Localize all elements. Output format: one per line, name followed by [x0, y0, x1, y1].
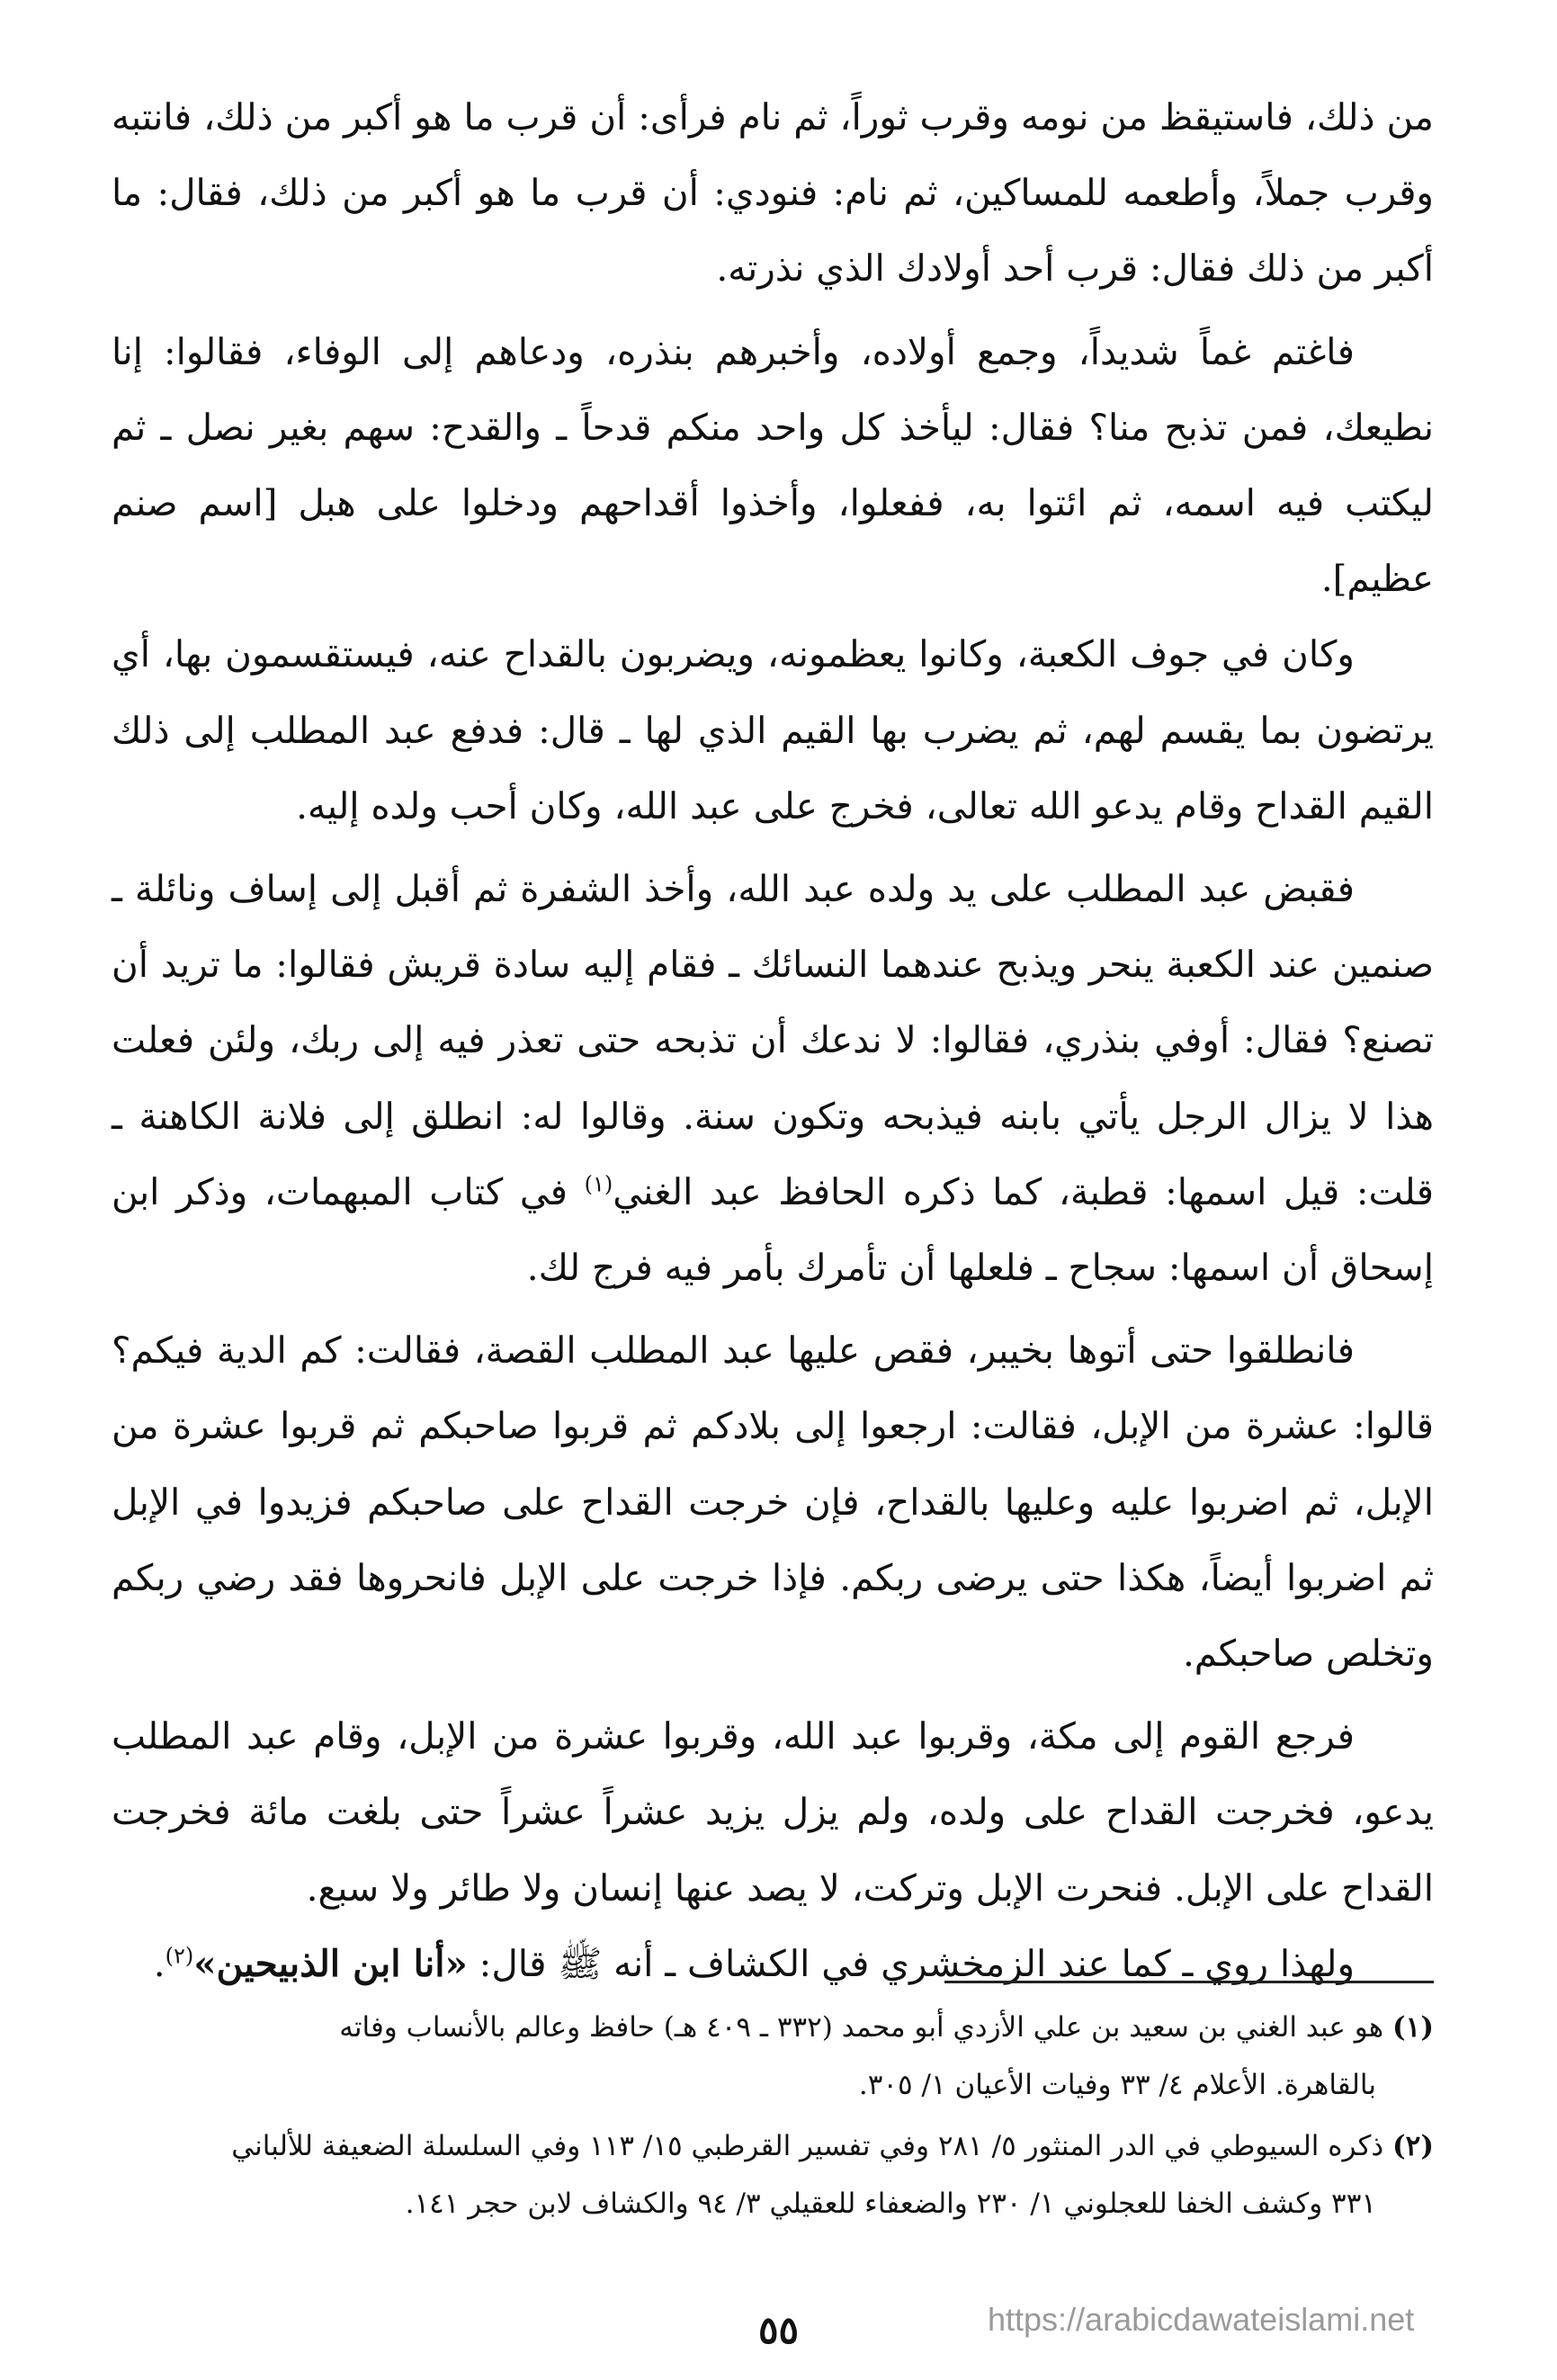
paragraph-1: من ذلك، فاستيقظ من نومه وقرب ثوراً، ثم نام فرأى: أن قرب ما هو أكبر من ذلك، فانتبه وقرب جملاً، وأطعمه للمساكين، ثم نام: فنودي: أن قرب ما هو أكبر من ذلك، فقال: ما أكبر من ذلك فقال: قرب أحد أولادك الذي نذرته. [112, 95, 1434, 291]
footnote-2 [112, 2117, 1434, 2232]
footnote-separator [944, 1981, 1434, 1983]
paragraph-7 [112, 1926, 1434, 2001]
paragraph-7-end: . [153, 1941, 166, 1985]
footnote-1-marker: (١) [1392, 2011, 1434, 2044]
footnote-1-line1: هو عبد الغني بن سعيد بن علي الأزدي أبو محمد (٣٣٢ ـ ٤٠٩ هـ) حافظ وعالم بالأنساب وفاته [339, 2011, 1384, 2044]
footnote-1-line2: بالقاهرة. الأعلام ٤/ ٣٣ وفيات الأعيان ١/ ٣٠٥. [858, 2069, 1376, 2101]
footnote-2-marker: (٢) [1392, 2130, 1434, 2162]
footnote-1 [112, 1999, 1434, 2114]
paragraph-4-text: فقبض عبد المطلب على يد ولده عبد الله، وأخذ الشفرة ثم أقبل إلى إساف ونائلة ـ صنمين عند الكعبة ينحر ويذبح عندهما النسائك ـ فقام إليه سادة قريش فقالوا: ما تريد أن تصنع؟ فقال: أوفي بنذري، فقالوا: لا ندعك أن تذبحه حتى تعذر فيه إلى ربك، ولئن فعلت هذا لا يزال الرجل يأتي بابنه فيذبحه وتكون سنة. وقالوا له: انطلق إلى فلانة الكاهنة ـ قلت: قيل اسمها: قطبة، كما ذكره الحافظ عبد الغني [112, 867, 1434, 1213]
footnote-2-line2: ٣٣١ وكشف الخفا للعجلوني ١/ ٢٣٠ والضعفاء للعقيلي ٣/ ٩٤ والكشاف لابن حجر ١٤١. [405, 2188, 1376, 2220]
paragraph-4 [112, 851, 1434, 1305]
paragraph-5: فانطلقوا حتى أتوها بخيبر، فقص عليها عبد المطلب القصة، فقالت: كم الدية فيكم؟ قالوا: عشرة من الإبل، فقالت: ارجعوا إلى بلادكم ثم قربوا صاحبكم ثم قربوا عشرة من الإبل، ثم اضربوا عليه وعليها بالقداح، فإن خرجت القداح على صاحبكم فزيدوا في الإبل ثم اضربوا أيضاً، هكذا حتى يرضى ربكم. فإذا خرجت على الإبل فانحروها فقد رضي ربكم وتخلص صاحبكم. [112, 1329, 1434, 1676]
footnote-ref-1: (١) [584, 1171, 613, 1197]
footnotes [112, 1999, 1434, 2236]
hadith-quote: «أنا ابن الذبيحين» [193, 1941, 468, 1985]
paragraph-4-text-cont: في كتاب المبهمات، وذكر ابن إسحاق أن اسمها: سجاح ـ فلعلها أن تأمرك بأمر فيه فرج لك. [112, 1169, 1434, 1290]
paragraph-2: فاغتم غماً شديداً، وجمع أولاده، وأخبرهم بنذره، ودعاهم إلى الوفاء، فقالوا: إنا نطيعك، فمن تذبح منا؟ فقال: ليأخذ كل واحد منكم قدحاً ـ والقدح: سهم بغير نصل ـ ثم ليكتب فيه اسمه، ثم ائتوا به، ففعلوا، وأخذوا أقداحهم ودخلوا على هبل [اسم صنم عظيم]. [112, 329, 1434, 601]
watermark-url: https://arabicdawateislami.net [988, 2301, 1415, 2338]
main-text [112, 79, 1434, 2001]
page-number: ٥٥ [757, 2308, 800, 2352]
paragraph-6: فرجع القوم إلى مكة، وقربوا عبد الله، وقربوا عشرة من الإبل، وقام عبد المطلب يدعو، فخرجت القداح على ولده، ولم يزل يزيد عشراً عشراً حتى بلغت مائة فخرجت القداح على الإبل. فنحرت الإبل وتركت، لا يصد عنها إنسان ولا طائر ولا سبع. [112, 1714, 1434, 1910]
footnote-2-line1: ذكره السيوطي في الدر المنثور ٥/ ٢٨١ وفي تفسير القرطبي ١٥/ ١١٣ وفي السلسلة الضعيفة للألباني [231, 2130, 1384, 2162]
paragraph-3: وكان في جوف الكعبة، وكانوا يعظمونه، ويضربون بالقداح عنه، فيستقسمون بها، أي يرتضون بما يقسم لهم، ثم يضرب بها القيم الذي لها ـ قال: فدفع عبد المطلب إلى ذلك القيم القداح وقام يدعو الله تعالى، فخرج على عبد الله، وكان أحب ولده إليه. [112, 632, 1434, 828]
paragraph-7-text: ولهذا روي ـ كما عند الزمخشري في الكشاف ـ أنه ﷺ قال: [479, 1941, 1355, 1985]
footnote-ref-2: (٢) [165, 1943, 194, 1969]
